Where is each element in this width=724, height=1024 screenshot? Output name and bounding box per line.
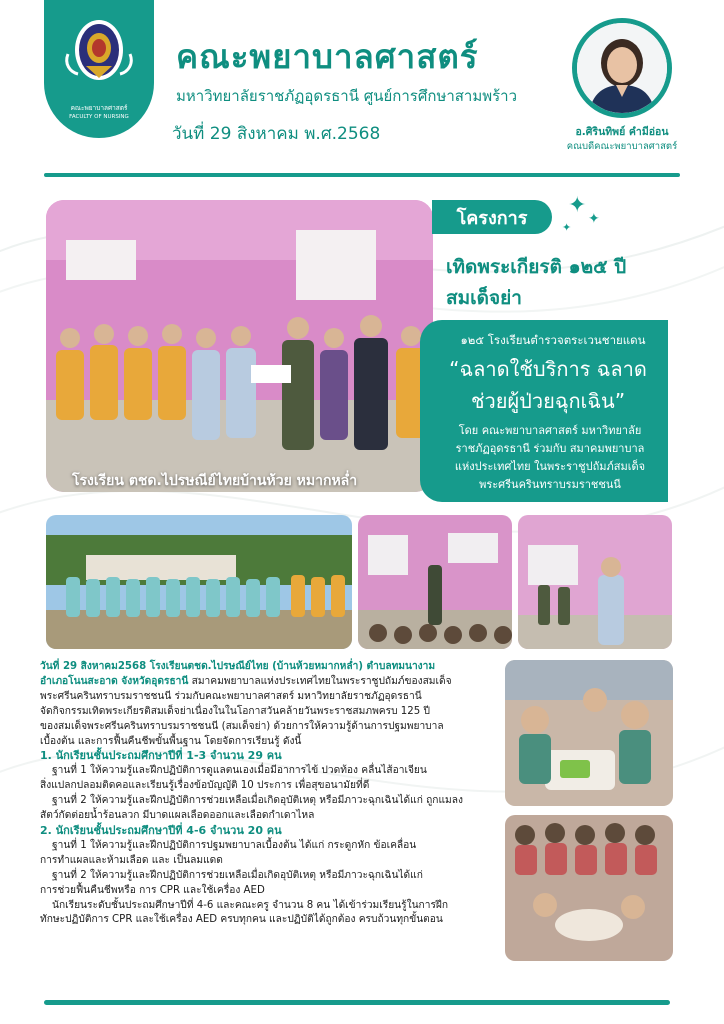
card-organizers [432, 422, 668, 494]
organizer-line: แห่งประเทศไทย ในพระราชูปถัมภ์สมเด็จ [454, 460, 646, 473]
article-line: สัตว์กัดต่อยน้ำร้อนลวก มีบาดแผลเลือดออกและเลือดกำเดาไหล [40, 810, 315, 822]
logo-caption: คณะพยาบาลศาสตร์ [70, 104, 128, 112]
card-schools-line: ๑๒๕ โรงเรียนตำรวจตระเวนชายแดน [460, 333, 646, 347]
organizer-line: ราชภัฏอุดรธานี ร่วมกับ สมาคมพยาบาล [455, 442, 645, 455]
footer-divider [44, 1000, 670, 1005]
photo-cpr-practice [505, 815, 673, 961]
article-location: อำเภอโนนสะอาด จังหวัดอุดรธานี [40, 675, 189, 687]
dean-portrait [572, 18, 672, 118]
article-text: สมาคมพยาบาลแห่งประเทศไทยในพระราชูปถัมภ์ของสมเด็จ [188, 675, 452, 687]
project-slogan [428, 353, 668, 417]
article-line: ฐานที่ 2 ให้ความรู้และฝึกปฏิบัติการช่วยเหลือเมื่อเกิดอุบัติเหตุ หรือมีภาวะฉุกเฉินได้แก่ [52, 869, 423, 881]
article-line: ฐานที่ 1 ให้ความรู้และฝึกปฏิบัติการปฐมพยาบาลเบื้องต้น ได้แก่ กระดูกหัก ข้อเคลื่อน [52, 839, 417, 851]
article-body [40, 660, 500, 928]
logo-caption-en: FACULTY OF NURSING [69, 114, 129, 120]
article-line: การช่วยฟื้นคืนชีพหรือ การ CPR และใช้เครื่อง AED [40, 884, 265, 896]
article-line: การทำแผลและห้ามเลือด และ เป็นลมแดด [40, 854, 223, 866]
project-title-line1: เทิดพระเกียรติ ๑๒๕ ปี [446, 256, 627, 278]
photo-aed-practice [505, 660, 673, 806]
event-date: วันที่ 29 สิงหาคม พ.ศ.2568 [172, 124, 381, 144]
slogan-line1: “ฉลาดใช้บริการ ฉลาด [449, 357, 647, 381]
sparkle-icon: ✦ [562, 221, 572, 234]
project-title [446, 252, 676, 314]
article-line: จัดกิจกรรมเทิดพระเกียรติสมเด็จย่าเนื่องในในโอกาสวันคล้ายวันพระราชสมภพครบ 125 ปี [40, 705, 430, 717]
faculty-logo-tab [44, 0, 154, 138]
sparkle-icon: ✦ [588, 211, 600, 227]
dean-name: อ.ศิรินทิพย์ คำมีอ่อน [575, 126, 669, 138]
dean-role: คณบดีคณะพยาบาลศาสตร์ [566, 141, 678, 152]
photo-speaker-lecture [518, 515, 672, 649]
hero-group-photo [46, 200, 433, 492]
article-line: นักเรียนระดับชั้นประถมศึกษาปีที่ 4-6 และคณะครู จำนวน 8 คน ได้เข้าร่วมเรียนรู้ในการฝึก [52, 899, 449, 911]
slogan-line2: ช่วยผู้ป่วยฉุกเฉิน” [470, 389, 626, 413]
photo-outdoor-group [46, 515, 352, 649]
article-line: เบื้องต้น และการฟื้นคืนชีพขั้นพื้นฐาน โดยจัดการเรียนรู้ ดังนี้ [40, 735, 302, 747]
photo-classroom-lesson [358, 515, 512, 649]
article-line: สิ่งแปลกปลอมติดคอและเรียนรู้เรื่องข้อบัญญัติ 10 ประการ เพื่อสุขอนามัยที่ดี [40, 780, 370, 792]
organizer-line: พระศรีนครินทราบรมราชชนนี [479, 478, 621, 491]
university-subtitle: มหาวิทยาลัยราชภัฏอุดรธานี ศูนย์การศึกษาสามพร้าว [176, 87, 518, 105]
article-lead-line: วันที่ 29 สิงหาคม2568 โรงเรียนตชด.ไปรษณีย์ไทย (บ้านห้วยหมากหล่ำ) ตำบลทมนางาม [40, 661, 436, 672]
section-heading-grade4-6: 2. นักเรียนชั้นประถมศึกษาปีที่ 4-6 จำนวน 20 คน [40, 823, 282, 837]
project-title-line2: สมเด็จย่า [446, 287, 522, 309]
sparkle-icon: ✦ [568, 193, 587, 218]
article-line: ของสมเด็จพระศรีนครินทราบรมราชชนนี (สมเด็จย่า) ด้วยการให้ความรู้ด้านการปฐมพยาบาล [40, 720, 444, 732]
dean-photo [577, 23, 667, 113]
header-divider [44, 173, 680, 177]
faculty-title: คณะพยาบาลศาสตร์ [176, 37, 479, 76]
organizer-line: โดย คณะพยาบาลศาสตร์ มหาวิทยาลัย [458, 424, 642, 437]
section-heading-grade1-3: 1. นักเรียนชั้นประถมศึกษาปีที่ 1-3 จำนวน 29 คน [40, 749, 282, 763]
article-line [40, 675, 500, 690]
article-line: ฐานที่ 1 ให้ความรู้และฝึกปฏิบัติการดูแลตนเองเมื่อมีอาการไข้ ปวดท้อง คลื่นไส้อาเจียน [52, 765, 427, 777]
university-seal-logo [62, 18, 136, 100]
article-line: ฐานที่ 2 ให้ความรู้และฝึกปฏิบัติการช่วยเหลือเมื่อเกิดอุบัติเหตุ หรือมีภาวะฉุกเฉินได้แก่ ถูกแมลง [52, 795, 463, 807]
hero-caption: โรงเรียน ตชด.ไปรษณีย์ไทยบ้านห้วย หมากหล่ำ [72, 473, 358, 489]
article-line: ทักษะปฏิบัติการ CPR และใช้เครื่อง AED ครบทุกคน และปฏิบัติได้ถูกต้อง ครบถ้วนทุกขั้นตอน [40, 914, 443, 926]
project-tag: โครงการ [432, 200, 552, 234]
article-line: พระศรีนครินทราบรมราชชนนี ร่วมกับคณะพยาบาลศาสตร์ มหาวิทยาลัยราชภัฏอุดรธานี [40, 690, 422, 702]
